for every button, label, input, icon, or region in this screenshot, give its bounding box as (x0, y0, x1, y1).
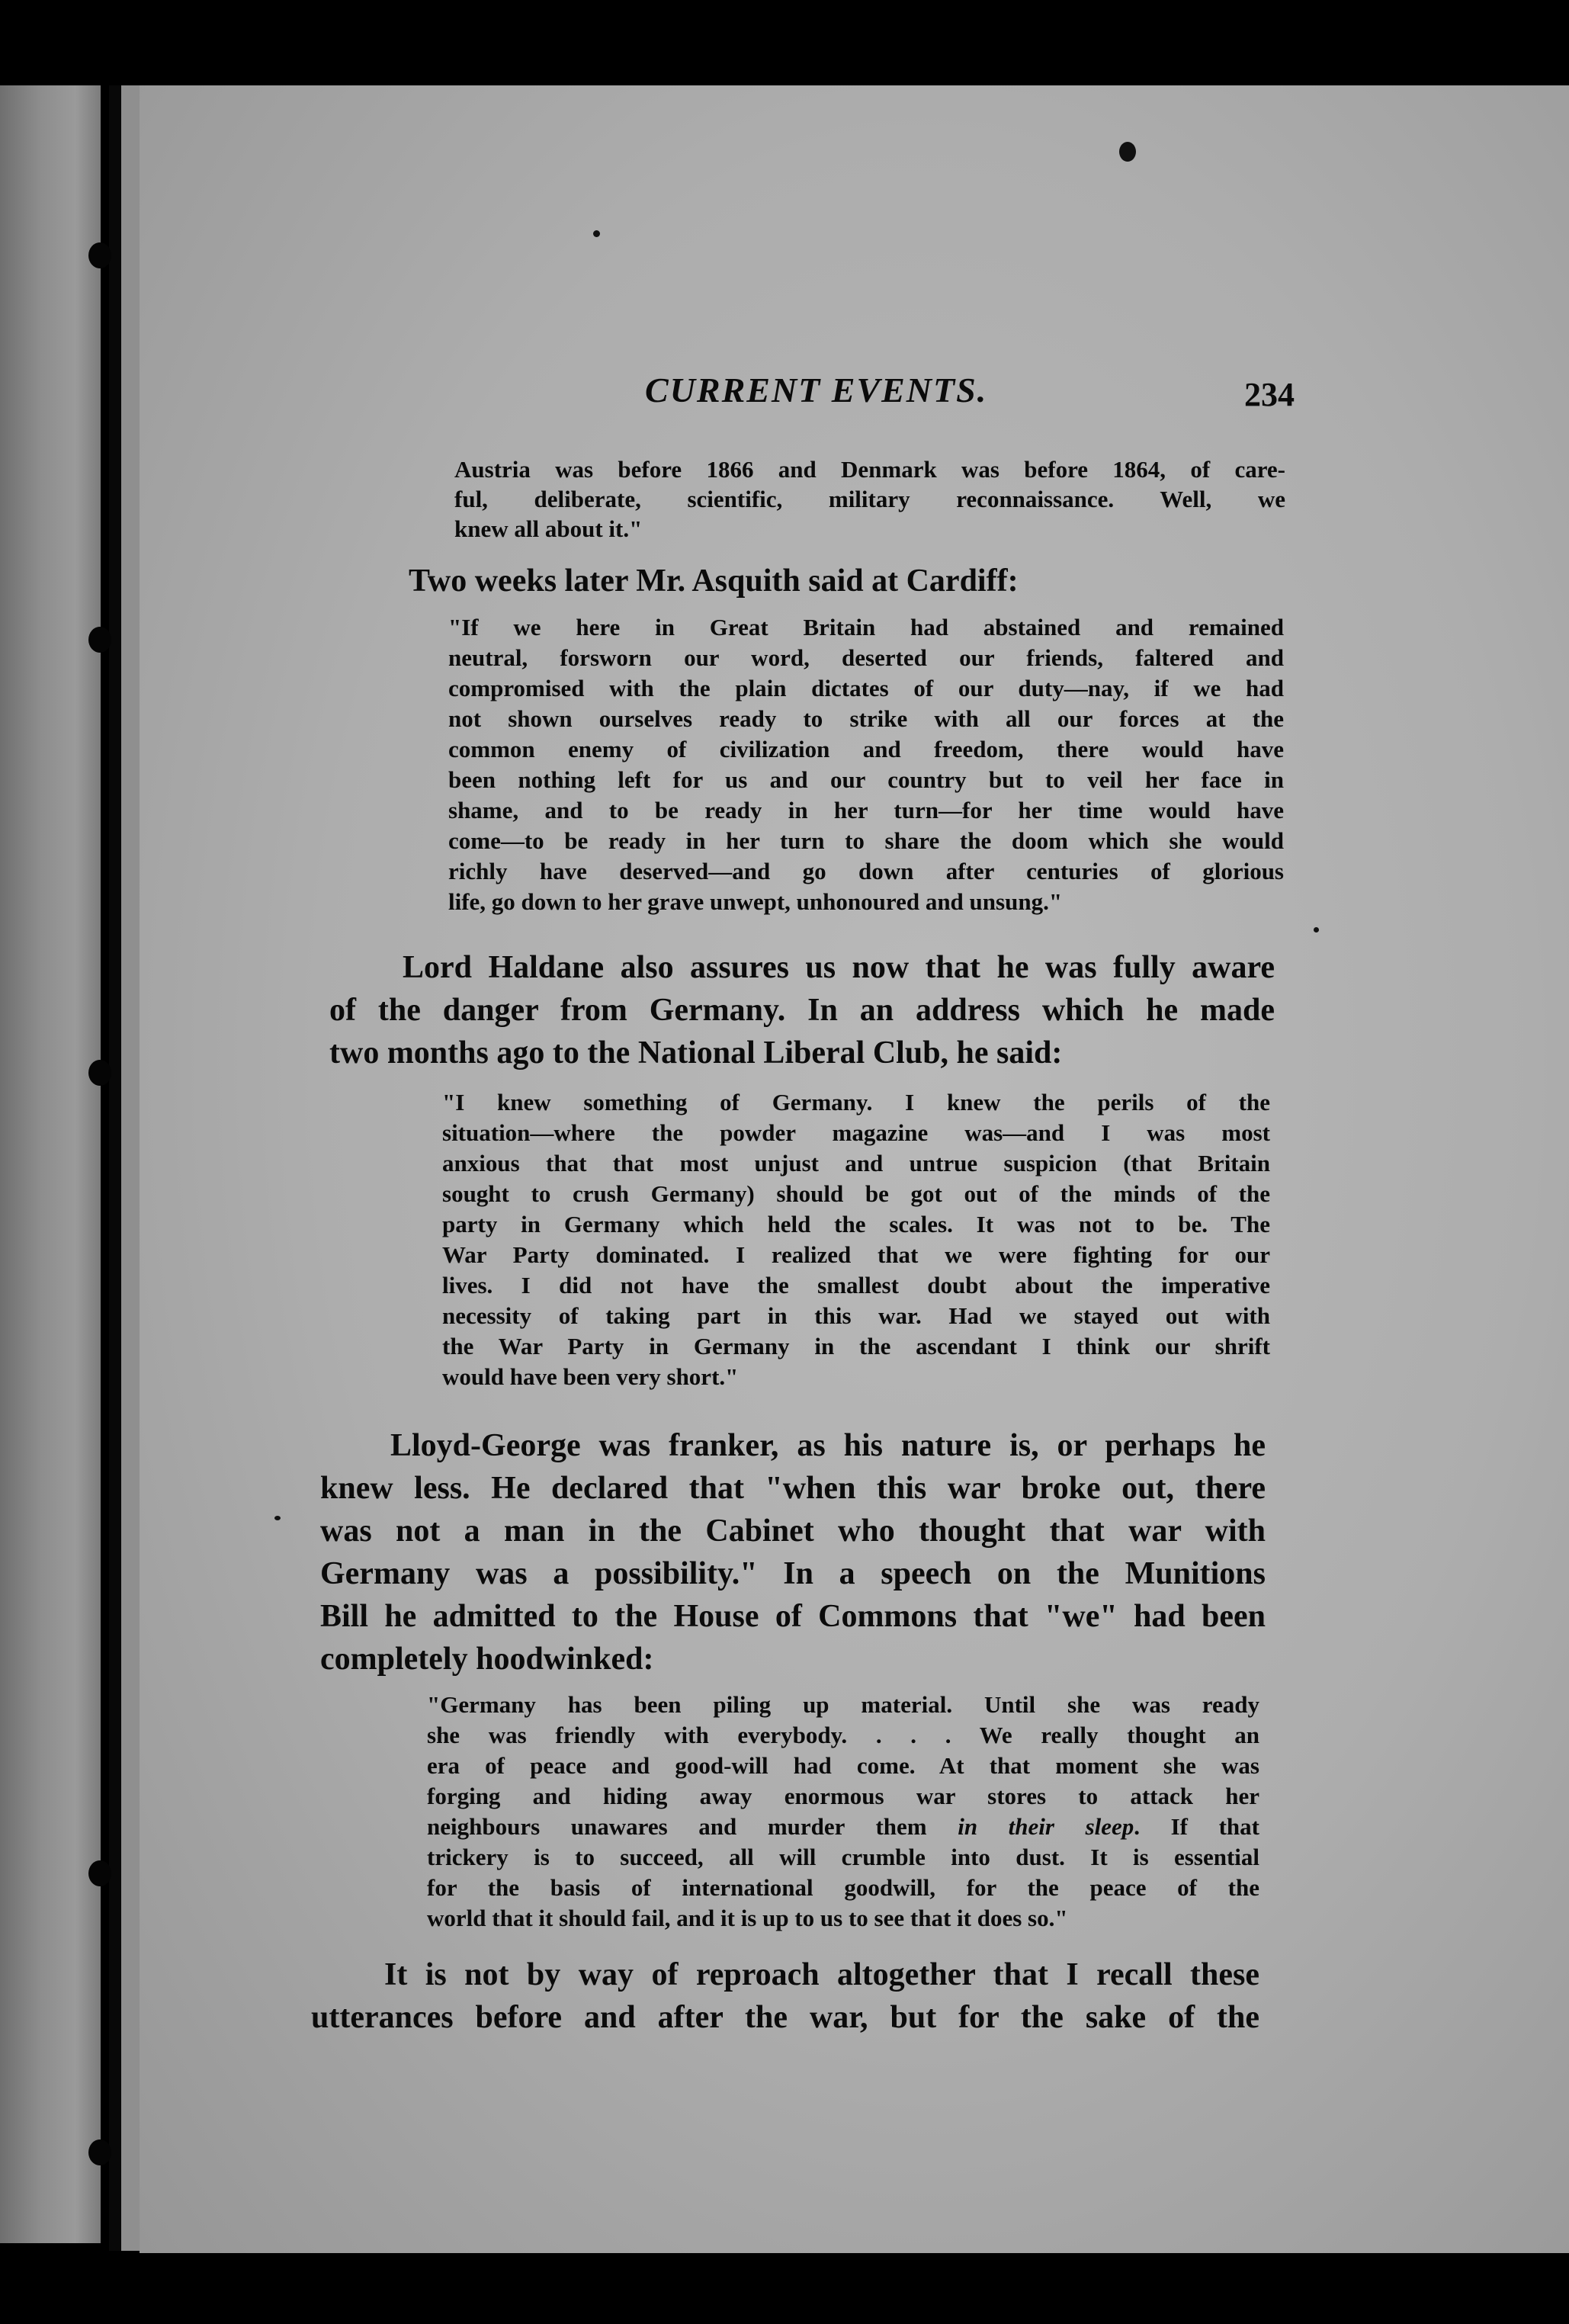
quote-line: come—to be ready in her turn to share the doom which she would (448, 827, 1284, 854)
quote-line: been nothing left for us and our country but to veil her face in (448, 766, 1284, 793)
quote-line: "Germany has been piling up material. Until she was ready (427, 1691, 1259, 1718)
quote-line: lives. I did not have the smallest doubt about the imperative (442, 1272, 1270, 1298)
paragraph-line: was not a man in the Cabinet who thought that war with (320, 1513, 1266, 1549)
quote-line: shame, and to be ready in her turn—for her time would have (448, 797, 1284, 823)
quote-line: neutral, forsworn our word, deserted our friends, faltered and (448, 644, 1284, 671)
paragraph-line: utterances before and after the war, but for the sake of the (311, 2000, 1259, 2035)
binding-mark (88, 2139, 111, 2165)
ink-speck (1119, 142, 1136, 162)
quote-line: era of peace and good-will had come. At that moment she was (427, 1752, 1259, 1779)
paragraph-line: Germany was a possibility." In a speech on the Munitions (320, 1556, 1266, 1591)
quote-line: knew all about it." (454, 515, 643, 542)
page-number: 234 (1244, 376, 1295, 413)
quote-line: forging and hiding away enormous war stores to attack her (427, 1783, 1259, 1809)
quote-line: necessity of taking part in this war. Had we stayed out with (442, 1302, 1270, 1329)
binding-mark (88, 1060, 111, 1086)
ink-speck (274, 1516, 281, 1520)
quote-line: "If we here in Great Britain had abstained and remained (448, 614, 1284, 640)
quote-line: situation—where the powder magazine was—and I was most (442, 1119, 1270, 1146)
quote-line: for the basis of international goodwill, for the peace of the (427, 1874, 1259, 1901)
quote-line: world that it should fail, and it is up to us to see that it does so." (427, 1905, 1068, 1931)
quote-line: the War Party in Germany in the ascendant I think our shrift (442, 1333, 1270, 1359)
quote-line: ful, deliberate, scientific, military reconnaissance. Well, we (454, 486, 1285, 512)
quote-line: War Party dominated. I realized that we were fighting for our (442, 1241, 1270, 1268)
paragraph-line: of the danger from Germany. In an address which he made (329, 993, 1275, 1028)
quote-line: "I knew something of Germany. I knew the perils of the (442, 1089, 1270, 1115)
quote-line: trickery is to succeed, all will crumble into dust. It is essential (427, 1844, 1259, 1870)
quote-line: anxious that that most unjust and untrue suspicion (that Britain (442, 1150, 1270, 1176)
quote-line: compromised with the plain dictates of our duty—nay, if we had (448, 675, 1284, 701)
quote-line: not shown ourselves ready to strike with all our forces at the (448, 705, 1284, 732)
paragraph-line: Bill he admitted to the House of Commons that "we" had been (320, 1599, 1266, 1634)
paragraph-line: completely hoodwinked: (320, 1642, 654, 1677)
binding-mark (88, 1860, 111, 1886)
paragraph-line: two months ago to the National Liberal Club, he said: (329, 1035, 1063, 1071)
paragraph-line: Two weeks later Mr. Asquith said at Cardiff: (409, 563, 1019, 599)
running-head: CURRENT EVENTS. (645, 371, 988, 409)
binding-mark (88, 627, 111, 653)
ink-speck (593, 230, 600, 237)
facing-page-edge (0, 85, 101, 2243)
paragraph-line: Lord Haldane also assures us now that he was fully aware (403, 950, 1275, 985)
quote-line: common enemy of civilization and freedom, there would have (448, 736, 1284, 762)
emphasis-text: in their sleep (958, 1813, 1134, 1840)
quote-line: would have been very short." (442, 1363, 739, 1390)
paragraph-line: knew less. He declared that "when this war broke out, there (320, 1471, 1266, 1506)
quote-line: neighbours unawares and murder them in their sleep. If that (427, 1813, 1259, 1840)
quote-line: sought to crush Germany) should be got out of the minds of the (442, 1180, 1270, 1207)
paragraph-line: Lloyd-George was franker, as his nature is, or perhaps he (390, 1428, 1266, 1463)
quote-line: richly have deserved—and go down after centuries of glorious (448, 858, 1284, 884)
quote-line: party in Germany which held the scales. It was not to be. The (442, 1211, 1270, 1237)
binding-mark (88, 242, 111, 268)
quote-line: Austria was before 1866 and Denmark was before 1864, of care- (454, 456, 1285, 483)
gutter-rule (109, 85, 121, 2251)
paragraph-line: It is not by way of reproach altogether that I recall these (384, 1957, 1259, 1992)
quote-line: life, go down to her grave unwept, unhonoured and unsung." (448, 888, 1063, 915)
ink-speck (1314, 927, 1319, 932)
gutter-strip (121, 85, 140, 2251)
quote-line: she was friendly with everybody. . . . We really thought an (427, 1722, 1259, 1748)
